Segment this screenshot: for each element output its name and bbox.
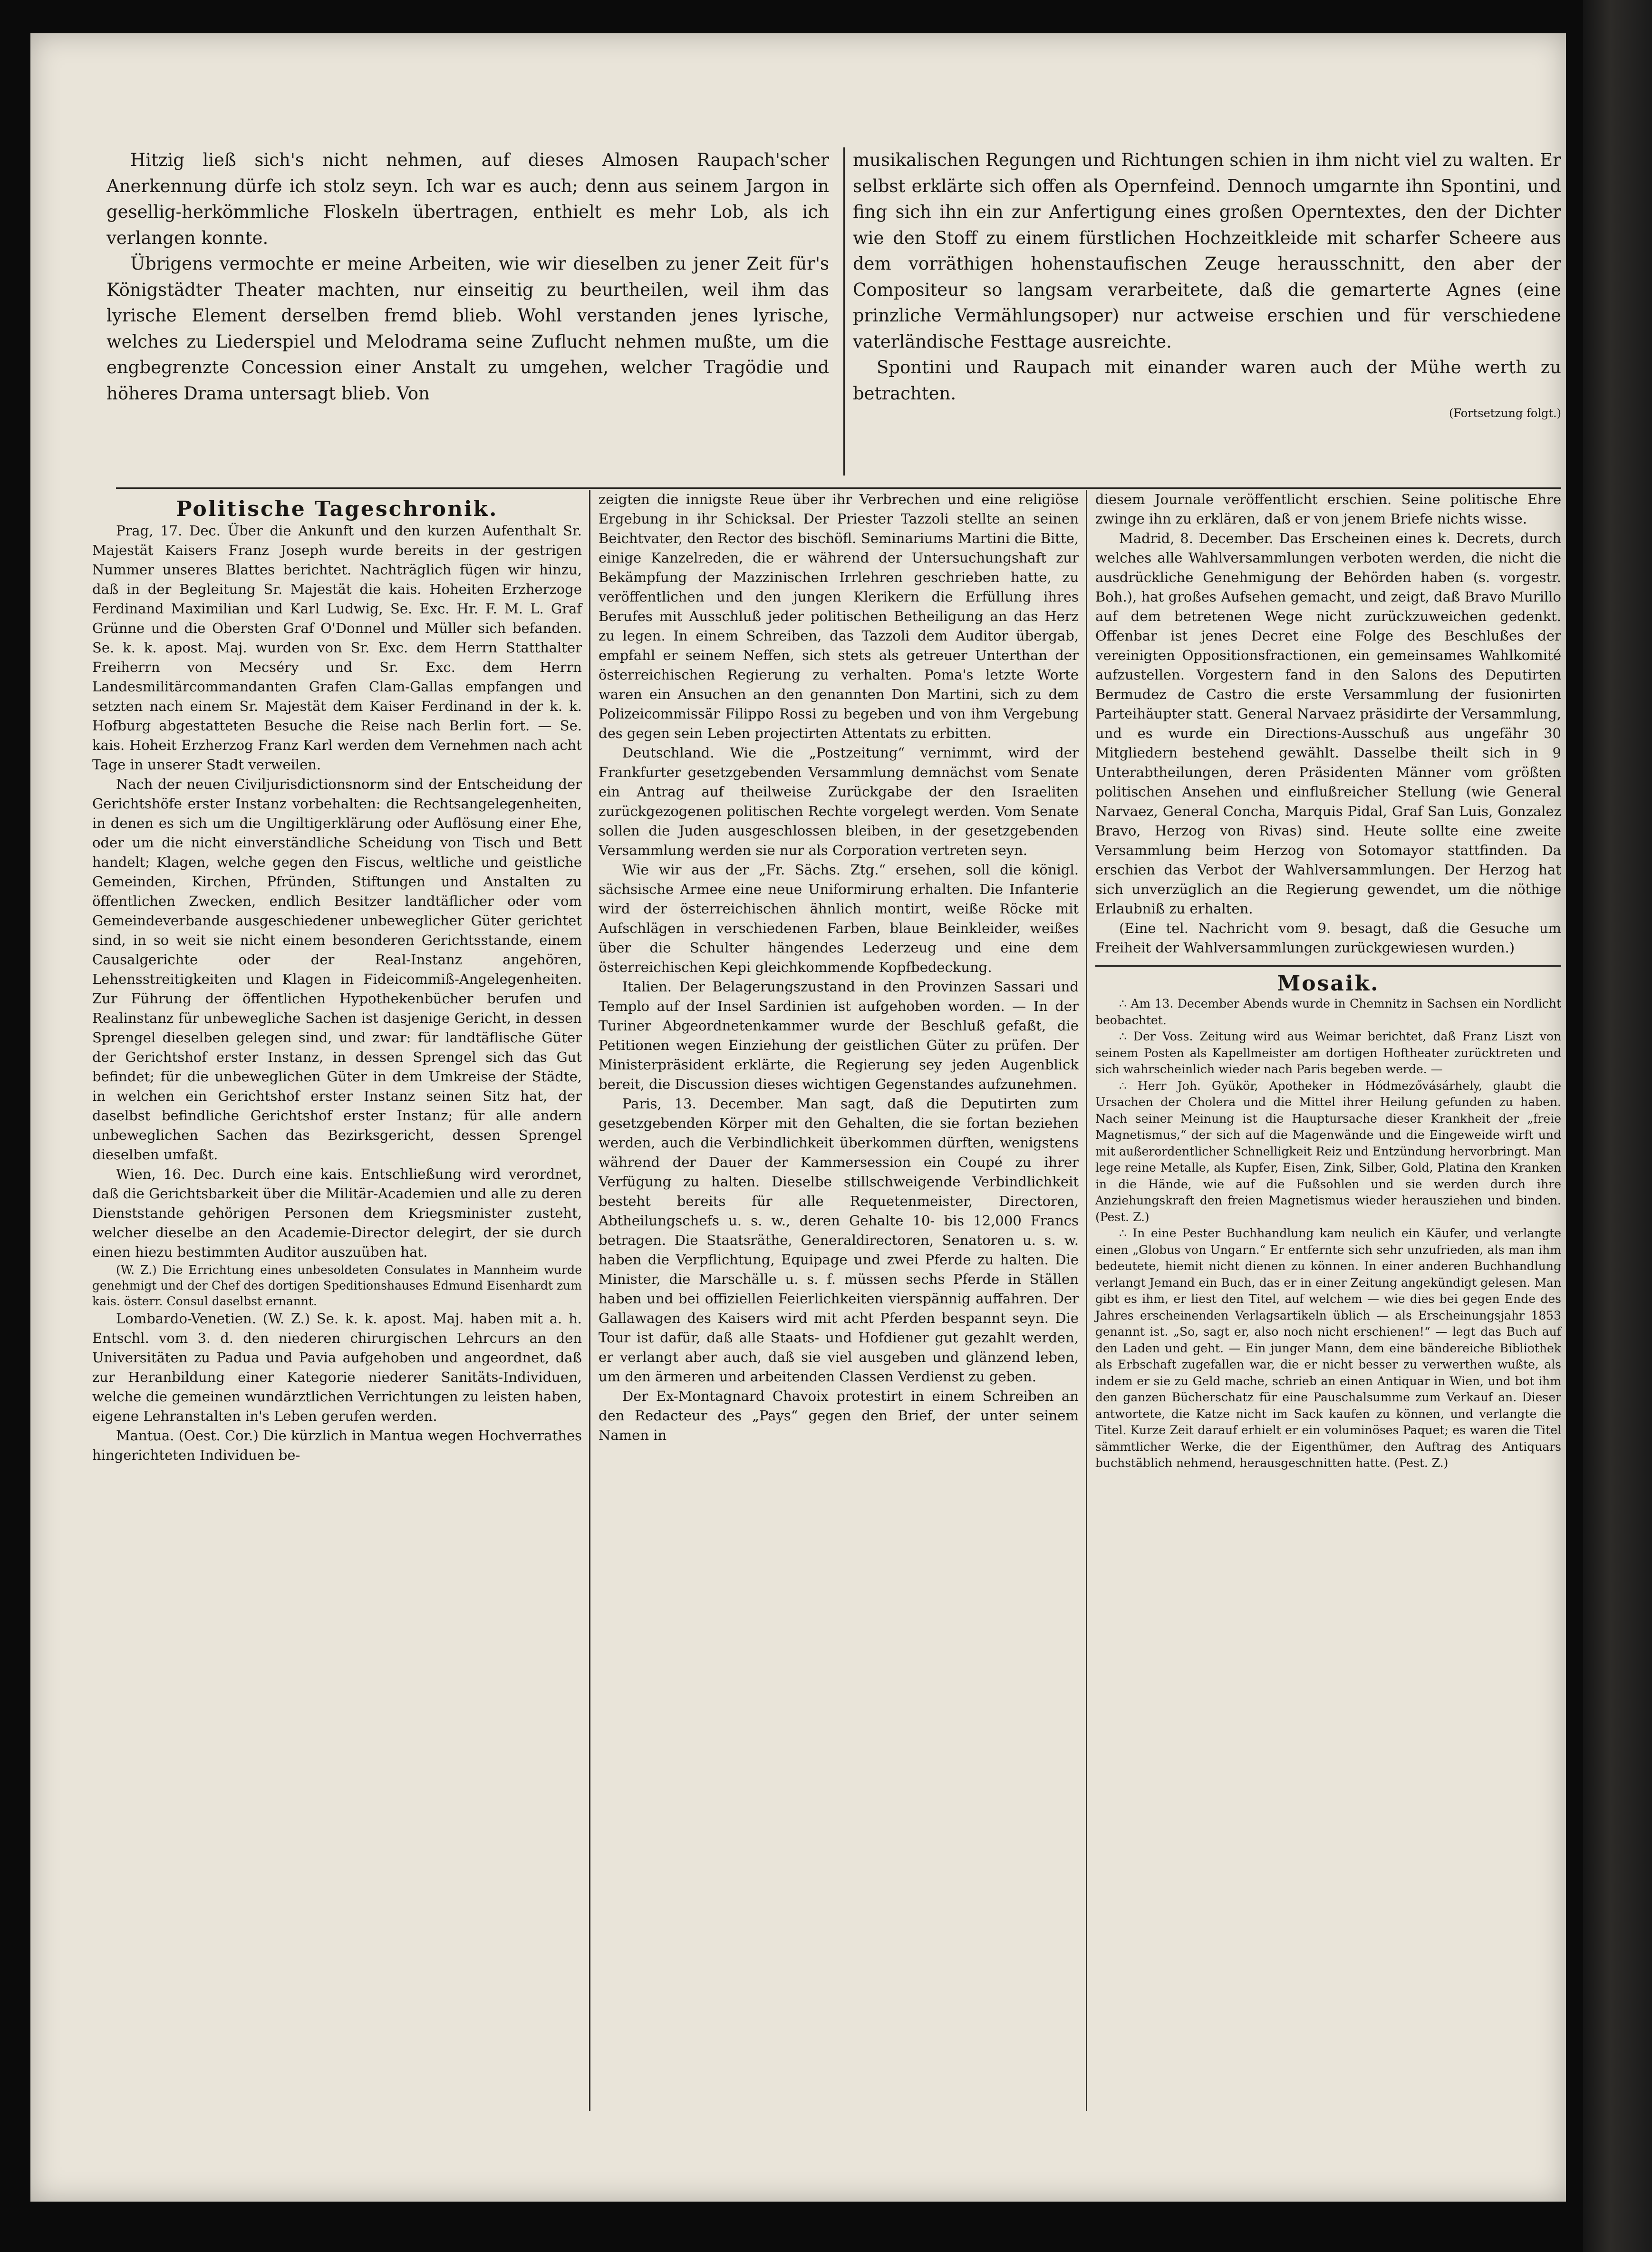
top-right-column	[853, 147, 1561, 420]
top-left-column	[106, 147, 829, 407]
mosaic-item-2: ∴ Der Voss. Zeitung wird aus Weimar berichtet, daß Franz Liszt von seinem Posten als Kapellmeister am dortigen Hoftheater zurücktreten und sich wahrscheinlich wieder nach Paris begeben werde. —	[1095, 1029, 1561, 1076]
article-chavoix: Der Ex-Montagnard Chavoix protestirt in einem Schreiben an den Redacteur des „Pays“ gegen den Brief, der unter seinem Namen in	[599, 1388, 1079, 1443]
top-right-paragraph-1: musikalischen Regungen und Richtungen schien in ihm nicht viel zu walten. Er selbst erklärte sich offen als Opernfeind. Dennoch umgarnte ihn Spontini, und fing sich ihn ein zur Anfertigung eines großen Operntextes, den der Dichter wie den Stoff zu einem fürstlichen Hochzeitkleide mit scharfer Scheere aus dem vorräthigen hohenstaufischen Zeuge herausschnitt, den aber der Compositeur so langsam verarbeitete, daß die gemarterte Agnes (eine prinzliche Vermählungsoper) nur actweise erschien und für verschiedene vaterländische Festtage ausreichte.	[853, 150, 1561, 352]
article-saxony-uniform: Wie wir aus der „Fr. Sächs. Ztg.“ ersehen, soll die königl. sächsische Armee eine neue Uniformirung erhalten. Die Infanterie wird der österreichischen ähnlich montirt, weiße Röcke mit Aufschlägen in verschiedenen Farben, blaue Beinkleider, weißes über die Schulter hängendes Lederzeug und eine dem österreichischen Kepi gleichkommende Kopfbedeckung.	[599, 862, 1079, 975]
scan-edge	[1583, 0, 1652, 2252]
article-wien: Wien, 16. Dec. Durch eine kais. Entschließung wird verordnet, daß die Gerichtsbarkeit über die Militär-Academien und alle zu deren Dienststande gehörigen Personen dem Kriegsminister zusteht, welcher dieselbe an den Academie-Director delegirt, der sie durch einen hiezu bestimmten Auditor auszuüben hat.	[92, 1166, 582, 1260]
top-left-paragraph-1: Hitzig ließ sich's nicht nehmen, auf dieses Almosen Raupach'scher Anerkennung dürfe ich stolz seyn. Ich war es auch; denn aus seinem Jargon in gesellig-herkömmliche Floskeln übertragen, enthielt es mehr Lob, als ich verlangen konnte.	[106, 150, 829, 248]
mosaik-heading: Mosaik.	[1277, 971, 1380, 996]
politische-tageschronik-heading: Politische Tageschronik.	[176, 497, 498, 521]
article-chavoix-cont: diesem Journale veröffentlicht erschien. Seine politische Ehre zwinge ihn zu erklären, daß er von jenem Briefe nichts wisse.	[1095, 491, 1561, 527]
article-paris: Paris, 13. December. Man sagt, daß die Deputirten zum gesetzgebenden Körper mit den Gehalten, die sie fortan beziehen werden, auch die Verbindlichkeit überkommen dürften, wenigstens während der Dauer der Kammersession ein Coupé zu ihrer Verfügung zu halten. Dieselbe stillschweigende Verbindlichkeit besteht bereits für alle Requetenmeister, Directoren, Abtheilungschefs u. s. w., deren Gehalte 10- bis 12,000 Francs betragen. Die Staatsräthe, Generaldirectoren, Senatoren u. s. w. haben die Verpflichtung, Equipage und zwei Pferde zu halten. Die Minister, die Marschälle u. s. f. müssen sechs Pferde in Ställen haben und bei offiziellen Feierlichkeiten vierspännig auffahren. Der Gallawagen des Kaisers wird mit acht Pferden bespannt seyn. Die Tour ist dafür, daß alle Staats- und Hofdiener gut gezahlt werden, er verlangt aber auch, daß sie viel ausgeben und glänzend leben, um den ärmeren und arbeitenden Classen Verdienst zu geben.	[599, 1096, 1079, 1385]
article-prag: Prag, 17. Dec. Über die Ankunft und den kurzen Aufenthalt Sr. Majestät Kaisers Franz Joseph wurde bereits in der gestrigen Nummer unseres Blattes berichtet. Nachträglich fügen wir hinzu, daß in der Begleitung Sr. Majestät die kais. Hoheiten Erzherzoge Ferdinand Maximilian und Karl Ludwig, Se. Exc. Hr. F. M. L. Graf Grünne und die Obersten Graf O'Donnel und Müller sich befanden. Se. k. k. apost. Maj. wurden von Sr. Exc. dem Herrn Statthalter Freiherrn von Mecséry und Sr. Exc. dem Herrn Landesmilitärcommandanten Grafen Clam-Gallas empfangen und setzten nach einem Sr. Majestät dem Kaiser Ferdinand in der k. k. Hofburg abgestatteten Besuche die Reise nach Berlin fort. — Se. kais. Hoheit Erzherzog Franz Karl werden dem Vernehmen nach acht Tage in unserer Stadt verweilen.	[92, 523, 582, 773]
newspaper-page	[30, 33, 1566, 2202]
mosaic-divider	[1095, 965, 1561, 967]
mosaic-item-4: ∴ In eine Pester Buchhandlung kam neulich ein Käufer, und verlangte einen „Globus von Ungarn.“ Er entfernte sich sehr unzufrieden, als man ihm bedeutete, hiemit nicht dienen zu können. In einer anderen Buchhandlung verlangt Jemand ein Buch, das er in einer Zeitung angekündigt gelesen. Man gibt es ihm, er liest den Titel, auf welchem — wie dies bei gegen Ende des Jahres erscheinenden Verlagsartikeln üblich — als Erscheinungsjahr 1853 genannt ist. „So, sagt er, also noch nicht erschienen!“ — legt das Buch auf den Laden und geht. — Ein junger Mann, dem eine bändereiche Bibliothek als Erbschaft zugefallen war, die er nicht besser zu verwerthen wußte, als indem er sie zu Geld mache, schrieb an einen Antiquar in Wien, und bot ihm den ganzen Bücherschatz für eine Pauschalsumme zum Verkauf an. Dieser antwortete, die Katze nicht im Sack kaufen zu können, und verlangte die Titel. Kurze Zeit darauf erhielt er ein voluminöses Paquet; es waren die Titel sämmtlicher Werke, die der Eigenthümer, den Auftrag des Antiquars buchstäblich nehmend, herausgeschnitten hatte. (Pest. Z.)	[1095, 1226, 1561, 1470]
article-civiljurisdiction: Nach der neuen Civiljurisdictionsnorm sind der Entscheidung der Gerichtshöfe erster Instanz vorbehalten: die Rechtsangelegenheiten, in denen es sich um die Ungiltigerklärung oder Auflösung einer Ehe, oder um die nicht einverständliche Scheidung von Tisch und Bett handelt; Klagen, welche gegen den Fiscus, weltliche und geistliche Gemeinden, Kirchen, Pfründen, Stiftungen und Anstalten zu öffentlichen Zwecken, endlich Besitzer landtäflicher oder vom Gemeindeverbande ausgeschiedener unbeweglicher Güter gerichtet sind, in so weit sie nicht einem besonderen Gerichtsstande, einem Causalgerichte oder der Real-Instanz angehören, Lehensstreitigkeiten und Klagen in Fideicommiß-Angelegenheiten. Zur Führung der öffentlichen Hypothekenbücher berufen und Realinstanz für unbewegliche Sachen ist dasjenige Gericht, in dessen Sprengel dieselben gelegen sind, und zwar: für landtäflische Güter der Gerichtshof erster Instanz, in dessen Sprengel sich das Gut befindet; für die unbeweglichen Güter in dem Umkreise der Städte, in welchen ein Gerichtshof erster Instanz seinen Sitz hat, der daselbst befindliche Gerichtshof erster Instanz; für alle andern unbeweglichen Sachen das Bezirksgericht, dessen Sprengel dieselben umfaßt.	[92, 776, 582, 1163]
article-madrid-telegram: (Eine tel. Nachricht vom 9. besagt, daß die Gesuche um Freiheit der Wahlversammlungen zurückgewiesen wurden.)	[1095, 920, 1561, 956]
column-2	[599, 490, 1079, 1445]
column-divider-1	[589, 490, 590, 2111]
article-deutschland: Deutschland. Wie die „Postzeitung“ vernimmt, wird der Frankfurter gesetzgebenden Versammlung demnächst vom Senate ein Antrag auf theilweise Zurückgabe der den Israeliten zurückgezogenen politischen Rechte vorgelegt werden. Vom Senate sollen die Juden ausgeschlossen bleiben, in der gesetzgebenden Versammlung werden sie nur als Corporation vertreten seyn.	[599, 745, 1079, 858]
article-madrid: Madrid, 8. December. Das Erscheinen eines k. Decrets, durch welches alle Wahlversammlungen verboten werden, die nicht die ausdrückliche Genehmigung der Behörden haben (s. vorgestr. Boh.), hat großes Aufsehen gemacht, und zeigt, daß Bravo Murillo auf dem betretenen Wege nicht zurückzuweichen gedenkt. Offenbar ist jenes Decret eine Folge des Beschlußes der vereinigten Oppositionsfractionen, ein gemeinsames Wahlkomité aufzustellen. Vorgestern fand in den Salons des Deputirten Bermudez de Castro die erste Versammlung der fusionirten Parteihäupter statt. General Narvaez präsidirte der Versammlung, und es wurde ein Directions-Ausschuß aus ungefähr 30 Mitgliedern bestehend gewählt. Dasselbe theilt sich in 9 Unterabtheilungen, deren Präsidenten Männer vom größten politischen Ansehen und einflußreicher Stellung (wie General Narvaez, General Concha, Marquis Pidal, Graf San Luis, Gonzalez Bravo, Herzog von Rivas) sind. Heute sollte eine zweite Versammlung beim Herzog von Sotomayor stattfinden. Da erschien das Verbot der Wahlversammlungen. Der Herzog hat sich unverzüglich an die Regierung gewendet, um die nöthige Erlaubniß zu erhalten.	[1095, 530, 1561, 917]
top-left-paragraph-2: Übrigens vermochte er meine Arbeiten, wie wir dieselben zu jener Zeit für's Königstädter Theater machten, nur einseitig zu beurtheilen, weil ihm das lyrische Element derselben fremd blieb. Wohl verstanden jenes lyrische, welches zu Liederspiel und Melodrama seine Zuflucht nehmen mußte, um die engbegrenzte Concession einer Anstalt zu umgehen, welcher Tragödie und höheres Drama untersagt blieb. Von	[106, 253, 829, 404]
article-mantua-cont: zeigten die innigste Reue über ihr Verbrechen und eine religiöse Ergebung in ihr Schicksal. Der Priester Tazzoli stellte an seinen Beichtvater, den Rector des bischöfl. Seminariums Martini die Bitte, einige Kanzelreden, die er während der Untersuchungshaft zur Bekämpfung der Mazzinischen Irrlehren geschrieben hatte, zu veröffentlichen und den jungen Klerikern die Erfüllung ihres Berufes mit Ausschluß jeder politischen Betheiligung an das Herz zu legen. In einem Schreiben, das Tazzoli dem Auditor übergab, empfahl er seinem Neffen, sich stets als getreuer Unterthan der österreichischen Regierung zu verhalten. Poma's letzte Worte waren ein Ansuchen an den genannten Don Martini, sich zu dem Polizeicommissär Filippo Rossi zu begeben und von ihm Vergebung des gegen sein Leben projectirten Attentats zu erbitten.	[599, 491, 1079, 741]
column-1	[92, 497, 582, 1465]
article-italien: Italien. Der Belagerungszustand in den Provinzen Sassari und Templo auf der Insel Sardinien ist aufgehoben worden. — In der Turiner Abgeordnetenkammer wurde der Beschluß gefaßt, die Petitionen wegen Einziehung der geistlichen Güter zu prüfen. Der Ministerpräsident erklärte, die Regierung sey jeden Augenblick bereit, die Discussion dieses wichtigen Gegenstandes aufzunehmen.	[599, 979, 1079, 1092]
continuation-note: (Fortsetzung folgt.)	[1449, 407, 1561, 420]
top-column-divider	[843, 147, 845, 476]
mosaic-item-1: ∴ Am 13. December Abends wurde in Chemnitz in Sachsen ein Nordlicht beobachtet.	[1095, 997, 1561, 1027]
column-3	[1095, 490, 1561, 1472]
note-consulate: (W. Z.) Die Errichtung eines unbesoldeten Consulates in Mannheim wurde genehmigt und der Chef des dortigen Speditionshauses Edmund Eisenhardt zum kais. österr. Consul daselbst ernannt.	[92, 1263, 582, 1308]
mosaic-item-3: ∴ Herr Joh. Gyükör, Apotheker in Hódmezővásárhely, glaubt die Ursachen der Cholera und die Mittel ihrer Heilung gefunden zu haben. Nach seiner Meinung ist die Hauptursache dieser Krankheit der „freie Magnetismus,“ der sich auf die Magenwände und die Eingeweide wirft und mit außerordentlicher Schnelligkeit Reiz und Entzündung hervorbringt. Man lege reine Metalle, als Kupfer, Eisen, Zink, Silber, Gold, Platina den Kranken in die Hände, wie auf die Fußsohlen und sie werden durch ihre Anziehungskraft den freien Magnetismus wieder herausziehen und binden. (Pest. Z.)	[1095, 1078, 1561, 1224]
column-divider-2	[1086, 490, 1087, 2111]
section-divider	[116, 487, 1561, 489]
article-lombardo-venetien: Lombardo-Venetien. (W. Z.) Se. k. k. apost. Maj. haben mit a. h. Entschl. vom 3. d. den niederen chirurgischen Lehrcurs an den Universitäten zu Padua und Pavia aufgehoben und angeordnet, daß zur Heranbildung einer Kategorie niederer Sanitäts-Individuen, welche die gemeinen wundärztlichen Verrichtungen zu leisten haben, eigene Lehranstalten in's Leben gerufen werden.	[92, 1310, 582, 1424]
article-mantua: Mantua. (Oest. Cor.) Die kürzlich in Mantua wegen Hochverrathes hingerichteten Individuen be-	[92, 1427, 582, 1463]
top-right-paragraph-2: Spontini und Raupach mit einander waren auch der Mühe werth zu betrachten.	[853, 357, 1561, 404]
